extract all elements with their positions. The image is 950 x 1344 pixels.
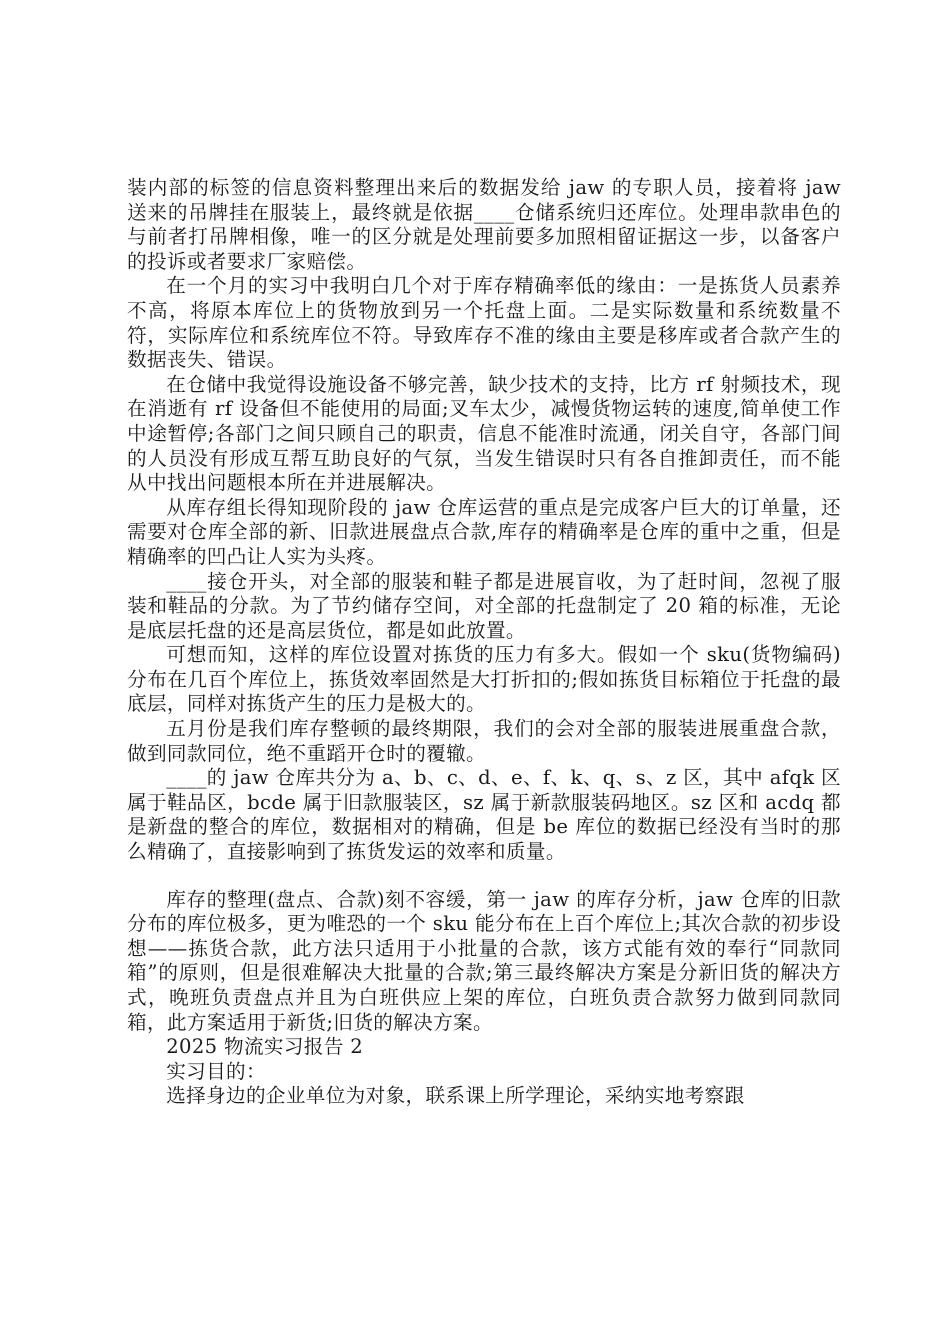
paragraph-8: ____的 jaw 仓库共分为 a、b、c、d、e、f、k、q、s、z 区，其中 afqk 区属于鞋品区，bcde 属于旧款服装区，sz 属于新款服装码地区。sz 区和 acdq 都是新盘的整合的库位，数据相对的精确，但是 be 库位的数据已经没有当时的那么精确了，直接影响到了拣货发运的效率和质量。 — [127, 766, 841, 864]
paragraph-2: 在一个月的实习中我明白几个对于库存精确率低的缘由：一是拣货人员素养不高，将原本库位上的货物放到另一个托盘上面。二是实际数量和系统数量不符，实际库位和系统库位不符。导致库存不准的缘由主要是移库或者合款产生的数据丧失、错误。 — [127, 274, 841, 372]
paragraph-6: 可想而知，这样的库位设置对拣货的压力有多大。假如一个 sku(货物编码)分布在几百个库位上，拣货效率固然是大打折扣的;假如拣货目标箱位于托盘的最底层，同样对拣货产生的压力是极大的。 — [127, 643, 841, 716]
paragraph-9: 库存的整理(盘点、合款)刻不容缓，第一 jaw 的库存分析，jaw 仓库的旧款分布的库位极多，更为唯恐的一个 sku 能分布在上百个库位上;其次合款的初步设想——拣货合款，此方法只适用于小批量的合款，该方式能有效的奉行“同款同箱”的原则，但是很难解决大批量的合款;第三最终解决方案是分新旧货的解决方式，晚班负责盘点并且为白班供应上架的库位，白班负责合款努力做到同款同箱，此方案适用于新货;旧货的解决方案。 — [127, 887, 841, 1034]
paragraph-10: 选择身边的企业单位为对象，联系课上所学理论，采纳实地考察跟 — [166, 1084, 745, 1108]
section-title: 2025 物流实习报告 2 — [166, 1035, 364, 1059]
paragraph-7: 五月份是我们库存整顿的最终期限，我们的会对全部的服装进展重盘合款，做到同款同位，绝不重蹈开仓时的覆辙。 — [127, 717, 841, 765]
document-page — [127, 176, 841, 1109]
section-subtitle: 实习目的： — [166, 1059, 266, 1083]
paragraph-4: 从库存组长得知现阶段的 jaw 仓库运营的重点是完成客户巨大的订单量，还需要对仓库全部的新、旧款进展盘点合款,库存的精确率是仓库的重中之重，但是精确率的凹凸让人实为头疼。 — [127, 495, 841, 568]
paragraph-3: 在仓储中我觉得设施设备不够完善，缺少技术的支持，比方 rf 射频技术，现在消逝有 rf 设备但不能使用的局面;叉车太少，减慢货物运转的速度,简单使工作中途暂停;各部门之间只顾自己的职责，信息不能准时流通，闭关自守，各部门间的人员没有形成互帮互助良好的气氛，当发生错误时只有各自推卸责任，而不能从中找出问题根本所在并进展解决。 — [127, 372, 841, 495]
paragraph-5: ____接仓开头，对全部的服装和鞋子都是进展盲收，为了赶时间，忽视了服装和鞋品的分款。为了节约储存空间，对全部的托盘制定了 20 箱的标准，无论是底层托盘的还是高层货位，都是如此放置。 — [127, 569, 841, 642]
paragraph-1: 装内部的标签的信息资料整理出来后的数据发给 jaw 的专职人员，接着将 jaw 送来的吊牌挂在服装上，最终就是依据____仓储系统归还库位。处理串款串色的与前者打吊牌相像，唯一的区分就是处理前要多加照相留证据这一步，以备客户的投诉或者要求厂家赔偿。 — [127, 176, 841, 273]
